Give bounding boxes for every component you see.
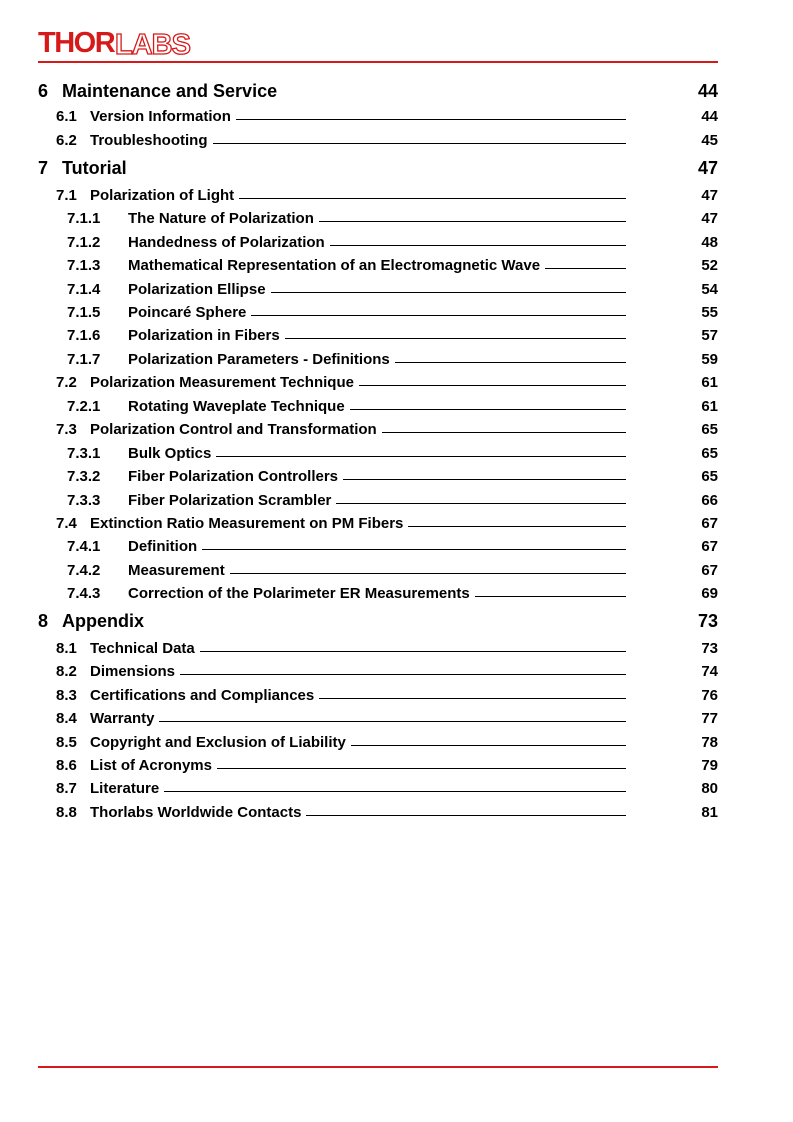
- toc-entry-7-1-4[interactable]: [38, 278, 718, 300]
- toc-leader-line: [330, 245, 626, 246]
- toc-entry-number: 6.2: [56, 131, 77, 149]
- toc-entry-title: Certifications and Compliances: [90, 686, 315, 704]
- toc-entry-number: 8.1: [56, 639, 77, 657]
- toc-entry-page: 47: [697, 157, 718, 178]
- toc-entry-8-5[interactable]: [38, 731, 718, 753]
- toc-leader-line: [239, 198, 626, 199]
- toc-entry-7-4-2[interactable]: [38, 559, 718, 581]
- toc-entry-title: Tutorial: [62, 157, 127, 178]
- toc-entry-8-7[interactable]: [38, 777, 718, 799]
- toc-entry-6[interactable]: [38, 78, 718, 104]
- toc-entry-8-3[interactable]: [38, 684, 718, 706]
- toc-entry-7-1-7[interactable]: [38, 348, 718, 370]
- toc-entry-8-6[interactable]: [38, 754, 718, 776]
- toc-entry-title: Maintenance and Service: [62, 80, 278, 101]
- toc-entry-number: 8.8: [56, 803, 77, 821]
- toc-leader-line: [351, 745, 626, 746]
- toc-entry-page: 59: [701, 350, 718, 368]
- toc-entry-title: Literature: [90, 779, 160, 797]
- toc-entry-7-1-2[interactable]: [38, 231, 718, 253]
- logo-text-solid: THOR: [38, 27, 115, 59]
- toc-entry-8-8[interactable]: [38, 801, 718, 823]
- toc-entry-7-1-5[interactable]: [38, 301, 718, 323]
- toc-leader-line: [200, 651, 626, 652]
- toc-entry-7-1-6[interactable]: [38, 324, 718, 346]
- toc-entry-page: 80: [701, 779, 718, 797]
- toc-entry-title: Mathematical Representation of an Electromagnetic Wave: [128, 256, 541, 274]
- toc-leader-line: [545, 268, 626, 269]
- toc-leader-line: [395, 362, 626, 363]
- toc-entry-title: Definition: [128, 537, 198, 555]
- toc-entry-title: Polarization in Fibers: [128, 326, 280, 344]
- toc-leader-line: [159, 721, 626, 722]
- toc-leader-line: [319, 698, 626, 699]
- logo-outline-text: LABS: [115, 30, 191, 56]
- toc-entry-number: 7.1.1: [67, 209, 101, 227]
- toc-entry-number: 8.4: [56, 709, 77, 727]
- toc-entry-title: Warranty: [90, 709, 155, 727]
- toc-entry-title: Extinction Ratio Measurement on PM Fibers: [90, 514, 404, 532]
- toc-entry-page: 55: [701, 303, 718, 321]
- toc-entry-title: List of Acronyms: [90, 756, 212, 774]
- toc-entry-page: 81: [701, 803, 718, 821]
- toc-entry-number: 7.1.2: [67, 233, 101, 251]
- toc-entry-title: Copyright and Exclusion of Liability: [90, 733, 346, 751]
- toc-leader-line: [359, 385, 626, 386]
- toc-entry-8-4[interactable]: [38, 707, 718, 729]
- toc-entry-page: 73: [697, 610, 718, 631]
- toc-entry-title: Polarization of Light: [90, 186, 235, 204]
- toc-leader-line: [236, 119, 626, 120]
- toc-entry-page: 67: [701, 537, 718, 555]
- toc-entry-6-2[interactable]: [38, 129, 718, 151]
- toc-leader-line: [475, 596, 626, 597]
- toc-leader-line: [336, 503, 626, 504]
- toc-entry-7-3-1[interactable]: [38, 442, 718, 464]
- toc-leader-line: [164, 791, 626, 792]
- toc-entry-page: 65: [701, 467, 718, 485]
- toc-entry-number: 7.1.3: [67, 256, 101, 274]
- toc-leader-line: [230, 573, 626, 574]
- toc-entry-title: Polarization Control and Transformation: [90, 420, 377, 438]
- toc-entry-number: 7.2: [56, 373, 77, 391]
- toc-entry-number: 8: [38, 610, 49, 631]
- toc-entry-7-3-2[interactable]: [38, 465, 718, 487]
- toc-leader-line: [217, 768, 626, 769]
- toc-entry-page: 61: [701, 397, 718, 415]
- toc-leader-line: [408, 526, 626, 527]
- toc-leader-line: [285, 338, 626, 339]
- toc-entry-title: Appendix: [62, 610, 145, 631]
- toc-entry-page: 61: [701, 373, 718, 391]
- toc-entry-number: 8.2: [56, 662, 77, 680]
- toc-leader-line: [213, 143, 627, 144]
- toc-entry-number: 7.4.2: [67, 561, 101, 579]
- toc-entry-number: 6.1: [56, 107, 77, 125]
- toc-entry-title: Troubleshooting: [90, 131, 208, 149]
- toc-entry-page: 48: [701, 233, 718, 251]
- toc-entry-title: Version Information: [90, 107, 231, 125]
- toc-leader-line: [271, 292, 626, 293]
- toc-leader-line: [350, 409, 626, 410]
- toc-entry-7-4-3[interactable]: [38, 582, 718, 604]
- toc-entry-page: 65: [701, 444, 718, 462]
- toc-entry-number: 7.3.1: [67, 444, 101, 462]
- toc-entry-page: 67: [701, 514, 718, 532]
- toc-entry-page: 44: [697, 80, 718, 101]
- toc-entry-title: Measurement: [128, 561, 225, 579]
- toc-entry-page: 44: [701, 107, 718, 125]
- toc-entry-page: 77: [701, 709, 718, 727]
- toc-entry-7-1-3[interactable]: [38, 254, 718, 276]
- toc-entry-page: 66: [701, 491, 718, 509]
- toc-entry-page: 45: [701, 131, 718, 149]
- toc-entry-number: 7.1: [56, 186, 77, 204]
- toc-entry-page: 69: [701, 584, 718, 602]
- toc-entry-8-2[interactable]: [38, 660, 718, 682]
- toc-entry-page: 52: [701, 256, 718, 274]
- toc-entry-7-2[interactable]: [38, 371, 718, 393]
- toc-entry-page: 74: [701, 662, 718, 680]
- toc-entry-page: 57: [701, 326, 718, 344]
- toc-entry-title: Dimensions: [90, 662, 176, 680]
- toc-entry-number: 7.4.3: [67, 584, 101, 602]
- toc-entry-page: 67: [701, 561, 718, 579]
- toc-entry-7[interactable]: [38, 155, 718, 181]
- toc-entry-7-4[interactable]: [38, 512, 718, 534]
- toc-entry-page: 65: [701, 420, 718, 438]
- toc-entry-number: 7.1.6: [67, 326, 101, 344]
- toc-leader-line: [180, 674, 626, 675]
- toc-entry-number: 7.1.7: [67, 350, 101, 368]
- footer-rule: [38, 1066, 718, 1068]
- toc-entry-8-1[interactable]: [38, 637, 718, 659]
- toc-entry-title: Bulk Optics: [128, 444, 212, 462]
- toc-entry-page: 78: [701, 733, 718, 751]
- toc-entry-7-4-1[interactable]: [38, 535, 718, 557]
- toc-entry-6-1[interactable]: [38, 105, 718, 127]
- toc-leader-line: [382, 432, 626, 433]
- toc-entry-title: Handedness of Polarization: [128, 233, 325, 251]
- toc-leader-line: [319, 221, 626, 222]
- toc-entry-title: Polarization Measurement Technique: [90, 373, 354, 391]
- toc-entry-7-2-1[interactable]: [38, 395, 718, 417]
- toc-entry-title: Polarization Parameters - Definitions: [128, 350, 390, 368]
- toc-entry-number: 6: [38, 80, 49, 101]
- toc-entry-page: 47: [701, 209, 718, 227]
- toc-entry-page: 76: [701, 686, 718, 704]
- toc-entry-number: 8.7: [56, 779, 77, 797]
- toc-entry-title: Polarization Ellipse: [128, 280, 266, 298]
- toc-entry-number: 8.6: [56, 756, 77, 774]
- toc-entry-number: 7.2.1: [67, 397, 101, 415]
- toc-entry-number: 7.1.5: [67, 303, 101, 321]
- toc-entry-number: 7.1.4: [67, 280, 101, 298]
- toc-entry-number: 7.3.2: [67, 467, 101, 485]
- toc-leader-line: [251, 315, 626, 316]
- toc-entry-title: The Nature of Polarization: [128, 209, 314, 227]
- toc-entry-page: 79: [701, 756, 718, 774]
- toc-entry-7-3-3[interactable]: [38, 489, 718, 511]
- toc-entry-7-1[interactable]: [38, 184, 718, 206]
- toc-entry-number: 7.4: [56, 514, 77, 532]
- toc-entry-number: 7.3.3: [67, 491, 101, 509]
- toc-entry-title: Rotating Waveplate Technique: [128, 397, 345, 415]
- toc-entry-title: Thorlabs Worldwide Contacts: [90, 803, 302, 821]
- toc-entry-number: 7: [38, 157, 49, 178]
- toc-leader-line: [216, 456, 626, 457]
- toc-entry-page: 47: [701, 186, 718, 204]
- toc-entry-7-1-1[interactable]: [38, 207, 718, 229]
- toc-leader-line: [306, 815, 626, 816]
- toc-entry-title: Correction of the Polarimeter ER Measurements: [128, 584, 470, 602]
- toc-entry-page: 73: [701, 639, 718, 657]
- toc-entry-number: 7.3: [56, 420, 77, 438]
- toc-leader-line: [202, 549, 626, 550]
- toc-entry-title: Poincaré Sphere: [128, 303, 247, 321]
- toc-leader-line: [343, 479, 626, 480]
- toc-entry-title: Fiber Polarization Controllers: [128, 467, 339, 485]
- toc-entry-number: 8.3: [56, 686, 77, 704]
- toc-entry-title: Technical Data: [90, 639, 195, 657]
- toc-entry-7-3[interactable]: [38, 418, 718, 440]
- toc-entry-8[interactable]: [38, 608, 718, 634]
- toc-entry-title: Fiber Polarization Scrambler: [128, 491, 332, 509]
- toc-entry-number: 8.5: [56, 733, 77, 751]
- toc-entry-page: 54: [701, 280, 718, 298]
- toc-entry-number: 7.4.1: [67, 537, 101, 555]
